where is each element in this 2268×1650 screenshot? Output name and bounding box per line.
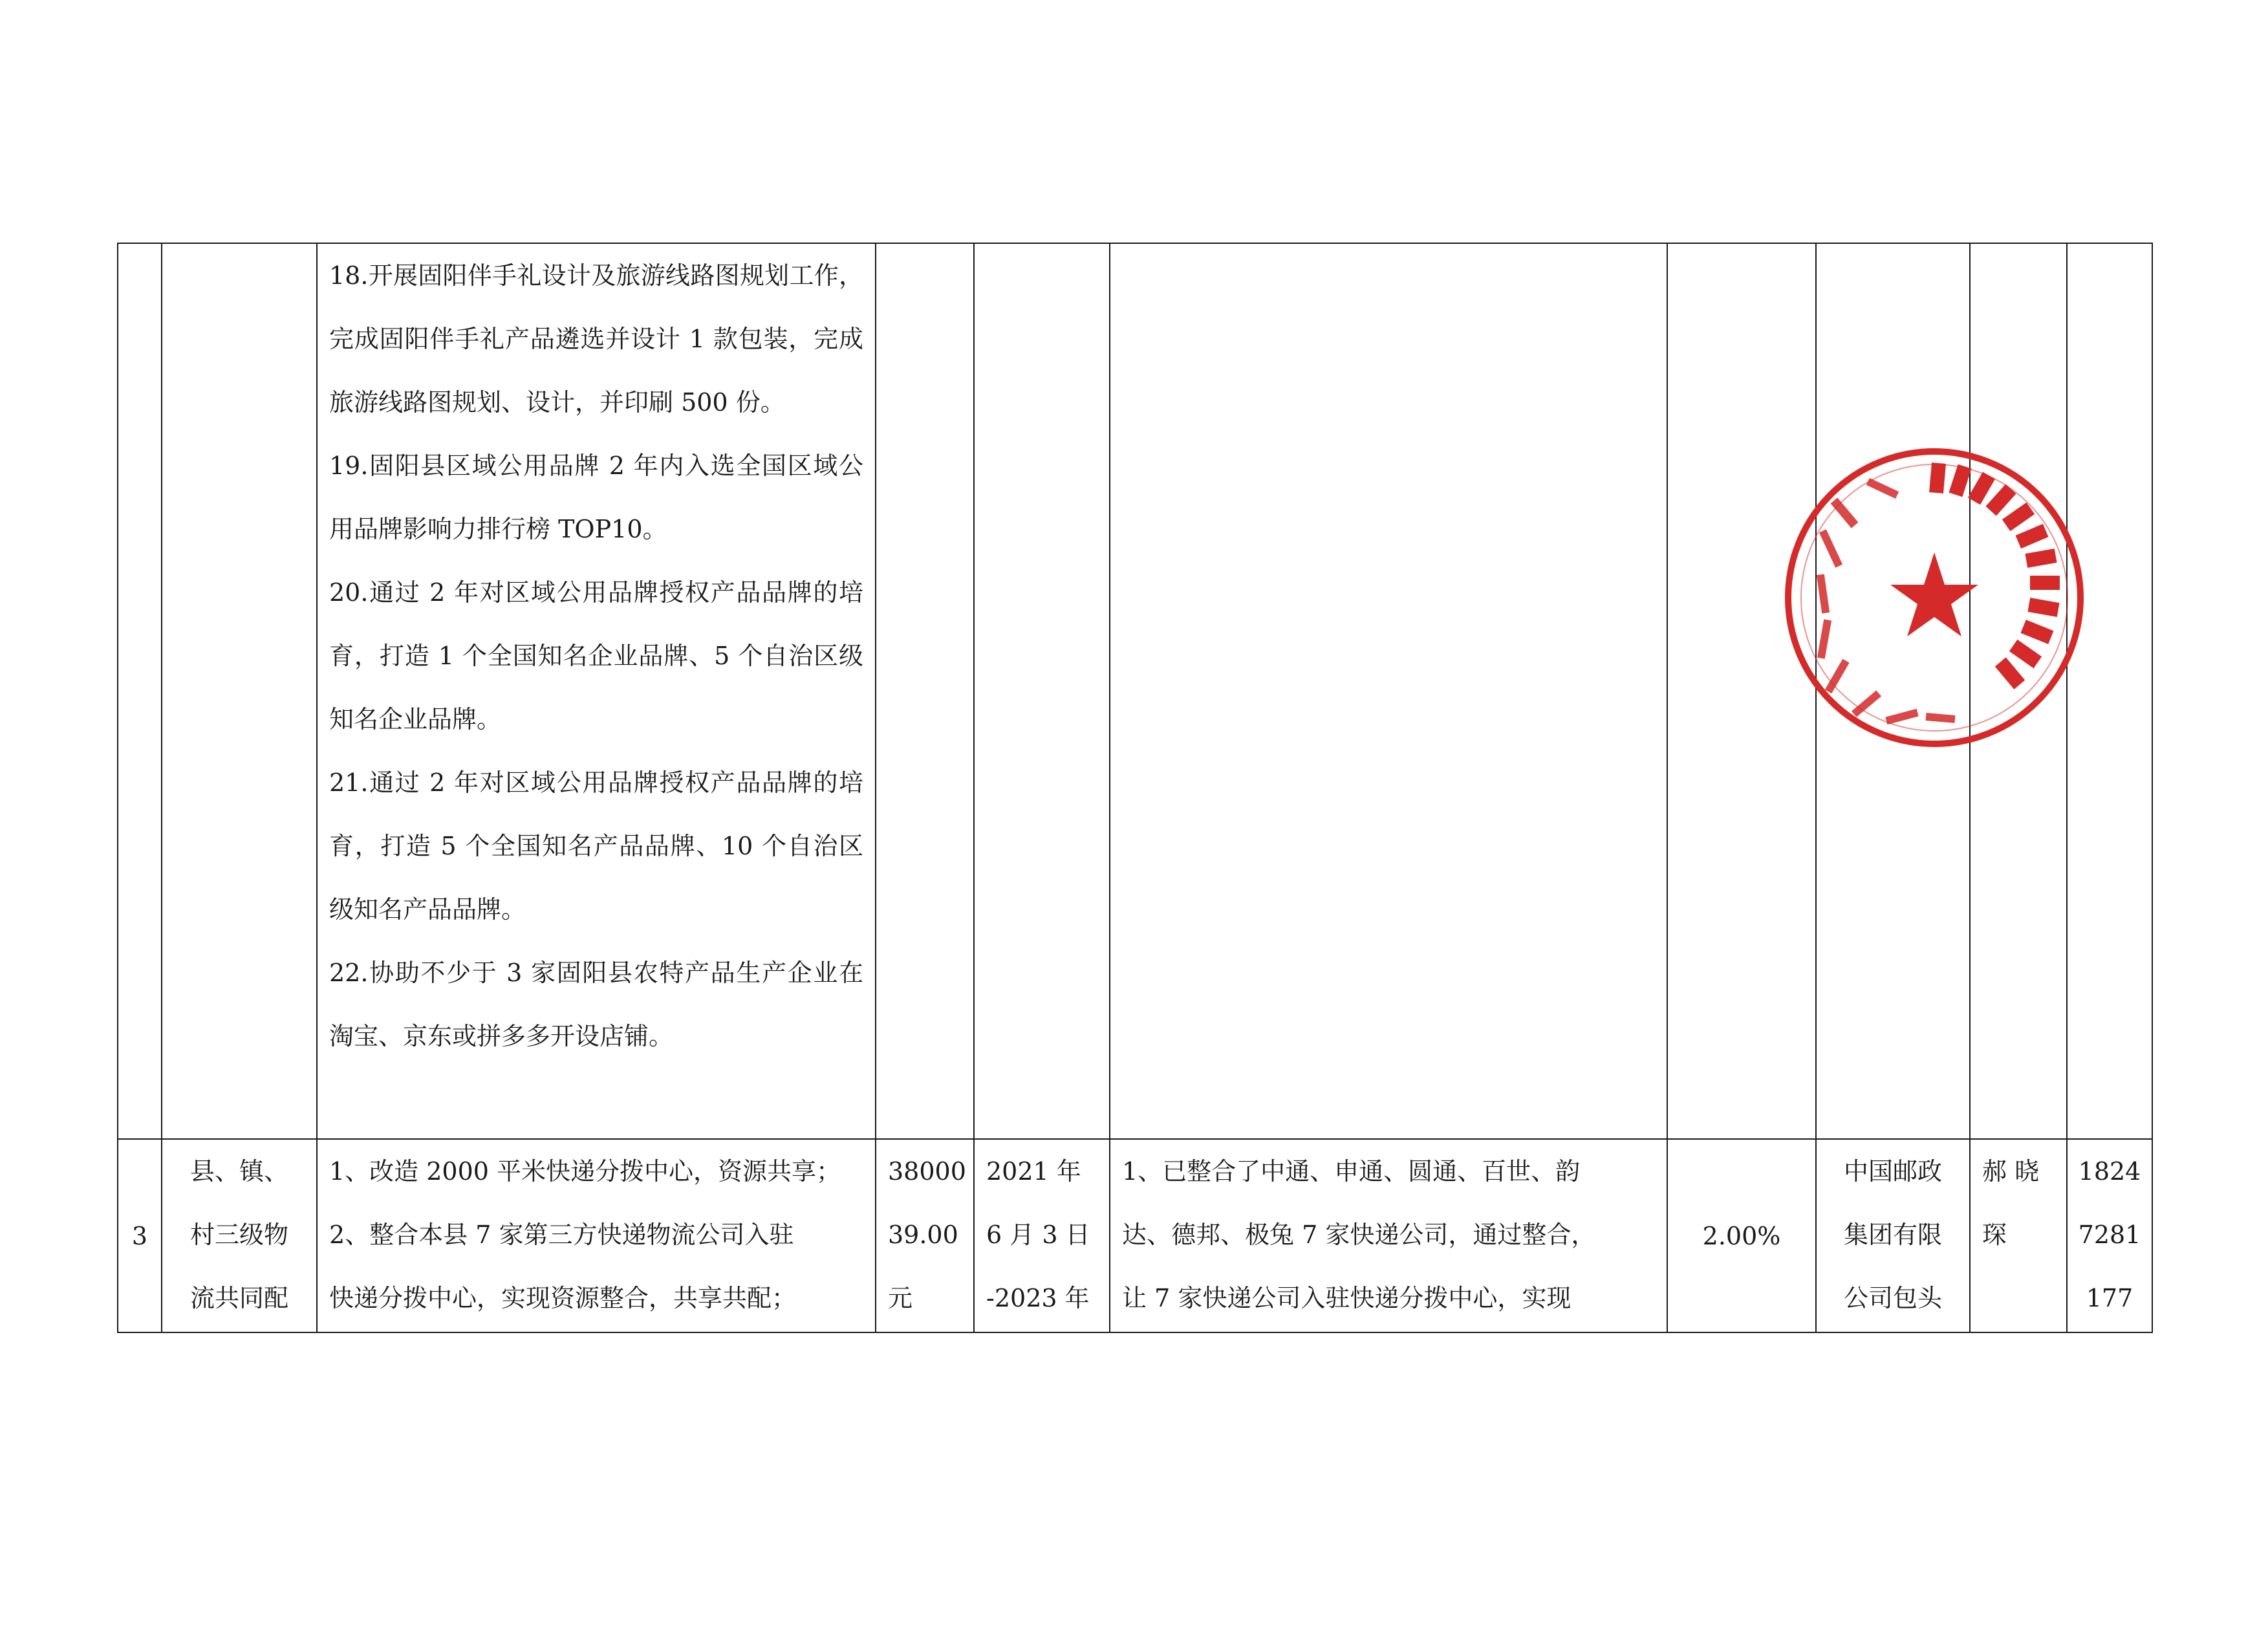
project-table (117, 243, 2153, 1333)
project-content-cell: 1、改造 2000 平米快递分拨中心，资源共享； 2、整合本县 7 家第三方快递物流公司入驻 快递分拨中心，实现资源整合，共享共配； (317, 1139, 876, 1332)
period-cell: 2021 年 6 月 3 日 -2023 年 (974, 1139, 1110, 1332)
list-item: 21.通过 2 年对区域公用品牌授权产品品牌的培育，打造 5 个全国知名产品品牌、10 个自治区级知名产品品牌。 (329, 768, 863, 924)
company-cell: 中国邮政 集团有限 公司包头 (1816, 1139, 1970, 1332)
content-cell (317, 243, 876, 1139)
ratio-cell: 2.00% (1667, 1139, 1816, 1332)
continuation-row (118, 243, 2152, 1139)
row-index: 3 (118, 1139, 162, 1332)
phone-cell: 1824 7281 177 (2067, 1139, 2152, 1332)
list-item: 20.通过 2 年对区域公用品牌授权产品品牌的培育，打造 1 个全国知名企业品牌、5 个自治区级知名企业品牌。 (329, 578, 863, 733)
list-item: 19.固阳县区域公用品牌 2 年内入选全国区域公用品牌影响力排行榜 TOP10。 (329, 451, 863, 543)
amount-cell: 38000 39.00 元 (876, 1139, 974, 1332)
table-row (118, 1139, 2152, 1332)
project-cell-empty (162, 243, 317, 1139)
list-item: 22.协助不少于 3 家固阳县农特产品生产企业在淘宝、京东或拼多多开设店铺。 (329, 959, 863, 1050)
contact-cell: 郝 晓 琛 (1970, 1139, 2067, 1332)
ratio-cell-empty (1667, 243, 1816, 1139)
period-cell-empty (974, 243, 1110, 1139)
phone-cell-empty (2067, 243, 2152, 1139)
contact-cell-empty (1970, 243, 2067, 1139)
amount-cell-empty (876, 243, 974, 1139)
progress-cell: 1、已整合了中通、申通、圆通、百世、韵 达、德邦、极兔 7 家快递公司，通过整合， 让 7 家快递公司入驻快递分拨中心，实现 (1110, 1139, 1667, 1332)
company-cell-empty (1816, 243, 1970, 1139)
progress-cell-empty (1110, 243, 1667, 1139)
index-cell-empty (118, 243, 162, 1139)
project-name-cell: 县、镇、 村三级物 流共同配 (162, 1139, 317, 1332)
list-item: 18.开展固阳伴手礼设计及旅游线路图规划工作，完成固阳伴手礼产品遴选并设计 1 款包装，完成旅游线路图规划、设计，并印刷 500 份。 (329, 261, 863, 417)
